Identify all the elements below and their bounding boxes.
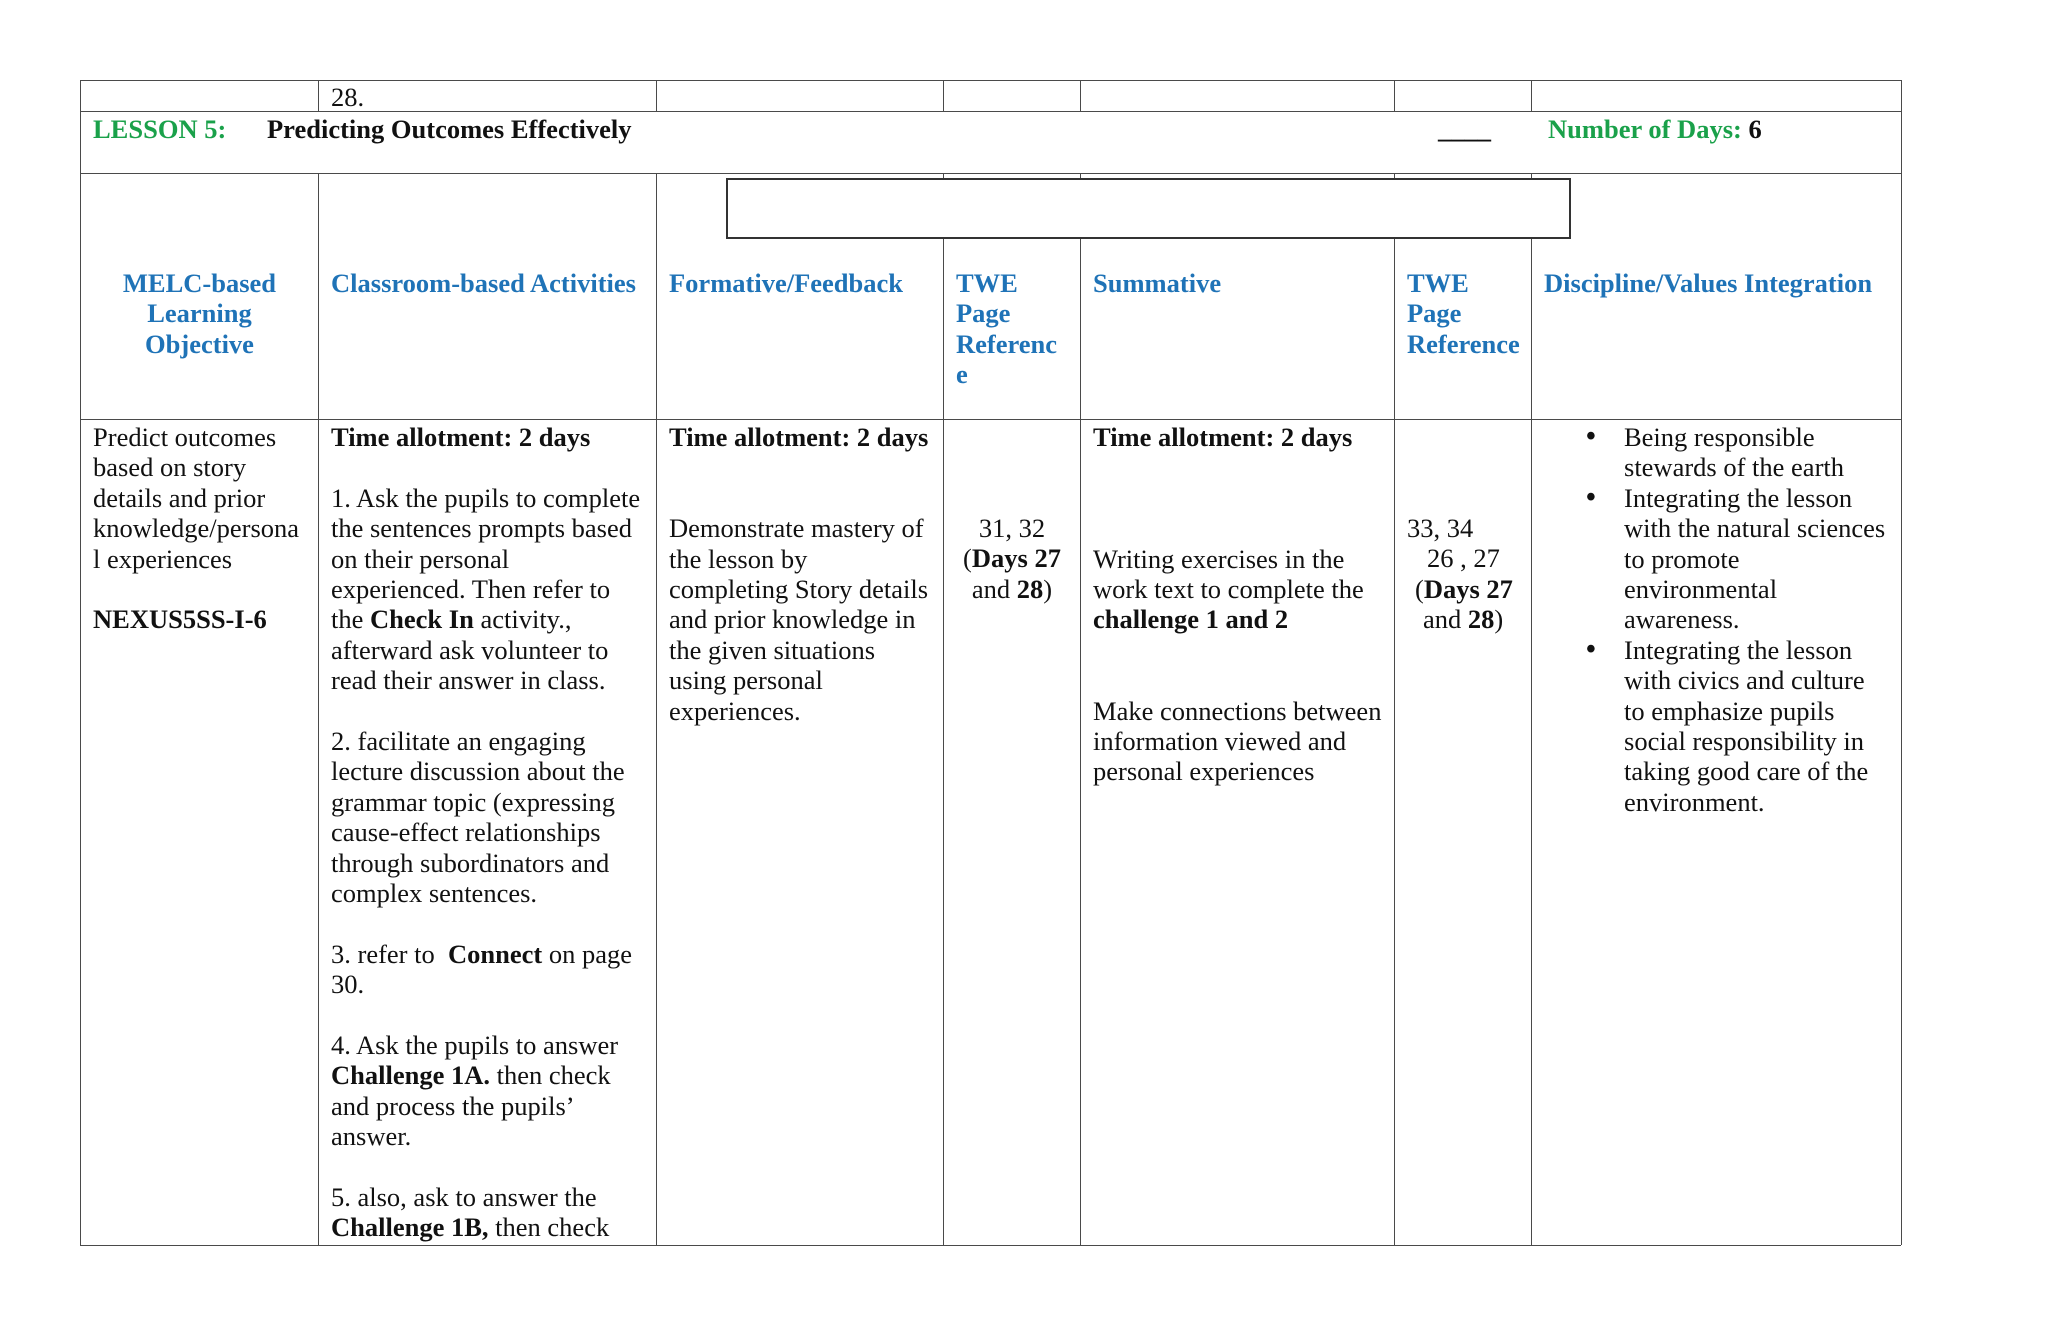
col-divider-top-2 bbox=[656, 80, 657, 111]
col-divider-top-3 bbox=[943, 80, 944, 111]
col-divider-top-6 bbox=[1531, 80, 1532, 111]
col-divider-5 bbox=[1394, 173, 1395, 1245]
list-item: • Being responsible stewards of the earth bbox=[1624, 422, 1885, 483]
row-divider-3 bbox=[80, 419, 1901, 420]
formative-time-allotment: Time allotment: 2 days bbox=[669, 422, 929, 452]
twe-reference-2: 33, 34 26 , 27 (Days 27 and 28) bbox=[1407, 513, 1513, 635]
table-border-left bbox=[80, 80, 81, 1245]
classroom-time-allotment: Time allotment: 2 days bbox=[331, 422, 591, 452]
lesson-label: LESSON 5: bbox=[93, 114, 227, 144]
row-divider-2 bbox=[80, 173, 1901, 174]
table-border-bottom bbox=[80, 1245, 1901, 1246]
header-formative: Formative/Feedback bbox=[669, 268, 904, 298]
col-divider-6 bbox=[1531, 173, 1532, 1245]
top-row-cell: 28. bbox=[331, 82, 365, 112]
list-item: • Integrating the lesson with civics and culture to emphasize pupils social responsibility in taking good care of the environment. bbox=[1624, 635, 1885, 817]
col-divider-top-4 bbox=[1080, 80, 1081, 111]
col-divider-top-5 bbox=[1394, 80, 1395, 111]
header-summative: Summative bbox=[1093, 268, 1222, 298]
lesson-title: Predicting Outcomes Effectively bbox=[267, 114, 632, 144]
col-divider-1 bbox=[318, 173, 319, 1245]
header-discipline: Discipline/Values Integration bbox=[1544, 268, 1873, 298]
classroom-activities: Time allotment: 2 days 1. Ask the pupils to complete the sentences prompts based on their personal experienced. Then refer to the Check In activity., afterward ask volunteer to read their answer in class. 2. facilitate an engaging lecture discussion about the grammar topic (expressing cause-effect relationships through subordinators and complex sentences. 3. refer to Connect on page 30. 4. Ask the pupils to answer Challenge 1A. then check and process the pupils’ answer. 5. also, ask to answer the Challenge 1B, then check bbox=[331, 422, 641, 1243]
header-twe-2: TWE Page Reference bbox=[1407, 268, 1520, 359]
number-of-days bbox=[1548, 114, 1762, 144]
list-item: • Integrating the lesson with the natural sciences to promote environmental awareness. bbox=[1624, 483, 1885, 635]
blank-header-box bbox=[726, 178, 1571, 239]
formative-feedback: Time allotment: 2 days Demonstrate mastery of the lesson by completing Story details and prior knowledge in the given situations using personal experiences. bbox=[669, 422, 929, 726]
col-divider-top-1 bbox=[318, 80, 319, 111]
col-divider-2 bbox=[656, 173, 657, 1245]
header-twe-1: TWE Page Referenc e bbox=[956, 268, 1058, 390]
lesson-underline: ____ bbox=[1438, 114, 1491, 144]
melc-objective: Predict outcomes based on story details and prior knowledge/persona l experiences NEXUS5SS-I-6 bbox=[93, 422, 300, 635]
days-label: Number of Days: bbox=[1548, 114, 1742, 144]
header-classroom: Classroom-based Activities bbox=[331, 268, 636, 298]
summative: Time allotment: 2 days Writing exercises in the work text to complete the challenge 1 and 2 Make connections between information viewed and personal experiences bbox=[1093, 422, 1382, 787]
col-divider-4 bbox=[1080, 173, 1081, 1245]
header-melc: MELC-based Learning Objective bbox=[122, 268, 277, 359]
values-integration-list bbox=[1624, 422, 1885, 817]
table-border-right bbox=[1901, 80, 1902, 1245]
melc-code: NEXUS5SS-I-6 bbox=[93, 604, 267, 635]
summative-time-allotment: Time allotment: 2 days bbox=[1093, 422, 1353, 452]
days-value: 6 bbox=[1748, 114, 1762, 144]
table-border-top bbox=[80, 80, 1901, 81]
col-divider-3 bbox=[943, 173, 944, 1245]
twe-reference-1: 31, 32 (Days 27 and 28) bbox=[963, 513, 1061, 604]
